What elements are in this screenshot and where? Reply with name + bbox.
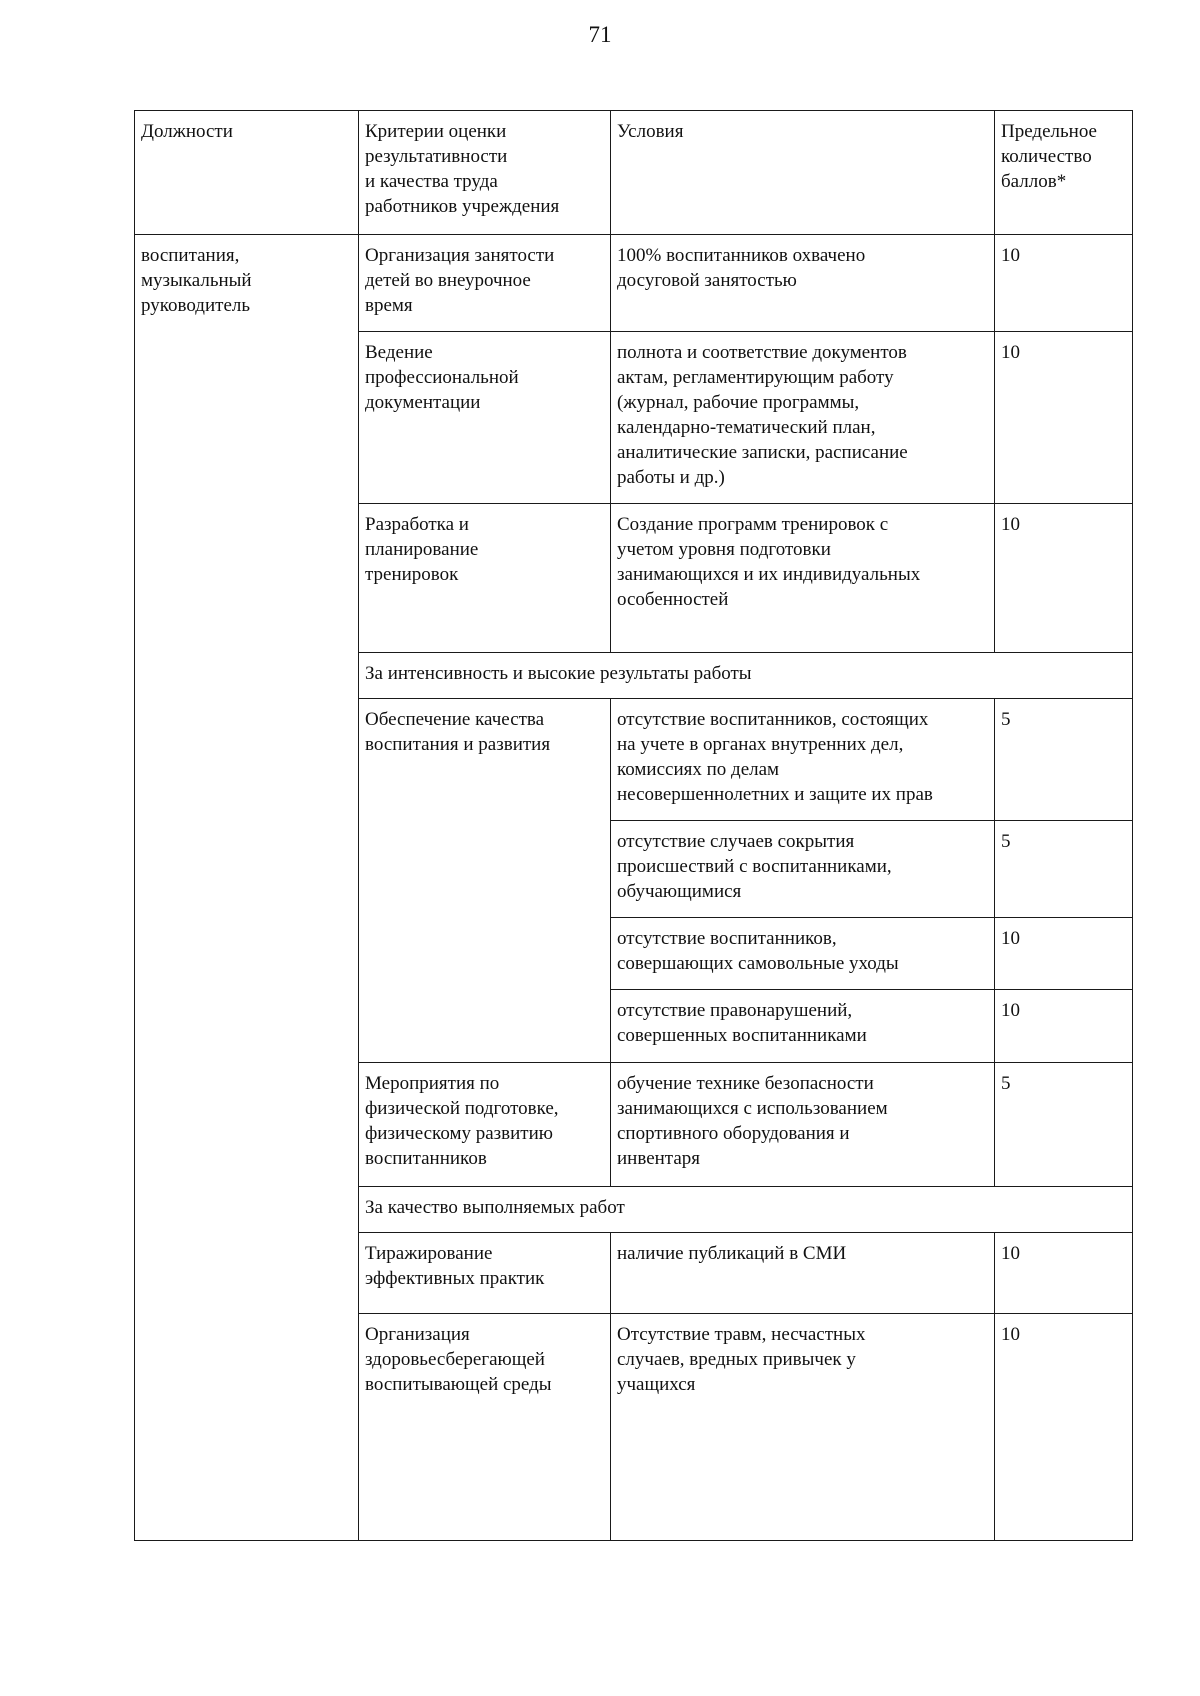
- section-heading-intensity: За интенсивность и высокие результаты работы: [359, 653, 1133, 699]
- table-header-row: [135, 111, 1133, 235]
- condition-cell: отсутствие случаев сокрытия происшествий с воспитанниками, обучающимися: [611, 821, 995, 918]
- criterion-cell: Мероприятия по физической подготовке, физическому развитию воспитанников: [359, 1063, 611, 1187]
- points-cell: 5: [995, 1063, 1133, 1187]
- table-row: [135, 235, 1133, 332]
- header-max-points: Предельное количество баллов*: [995, 111, 1133, 235]
- criterion-cell: Ведение профессиональной документации: [359, 332, 611, 504]
- criterion-cell: Организация здоровьесберегающей воспитывающей среды: [359, 1314, 611, 1541]
- page-number: 71: [588, 22, 612, 47]
- header-position: Должности: [135, 111, 359, 235]
- condition-cell: отсутствие воспитанников, состоящих на учете в органах внутренних дел, комиссиях по делам несовершеннолетних и защите их прав: [611, 699, 995, 821]
- criterion-cell: Разработка и планирование тренировок: [359, 504, 611, 653]
- points-cell: 10: [995, 1233, 1133, 1314]
- criteria-table: [134, 110, 1133, 1541]
- condition-cell: Отсутствие травм, несчастных случаев, вредных привычек у учащихся: [611, 1314, 995, 1541]
- section-heading-quality: За качество выполняемых работ: [359, 1187, 1133, 1233]
- points-cell: 10: [995, 990, 1133, 1063]
- criterion-cell: Организация занятости детей во внеурочное время: [359, 235, 611, 332]
- condition-cell: 100% воспитанников охвачено досуговой занятостью: [611, 235, 995, 332]
- header-conditions: Условия: [611, 111, 995, 235]
- condition-cell: наличие публикаций в СМИ: [611, 1233, 995, 1314]
- points-cell: 10: [995, 235, 1133, 332]
- position-cell: воспитания, музыкальный руководитель: [135, 235, 359, 1541]
- points-cell: 10: [995, 1314, 1133, 1541]
- condition-cell: Создание программ тренировок с учетом уровня подготовки занимающихся и их индивидуальных особенностей: [611, 504, 995, 653]
- points-cell: 5: [995, 699, 1133, 821]
- header-criteria: Критерии оценки результативности и качества труда работников учреждения: [359, 111, 611, 235]
- condition-cell: отсутствие правонарушений, совершенных воспитанниками: [611, 990, 995, 1063]
- criterion-cell: Тиражирование эффективных практик: [359, 1233, 611, 1314]
- criterion-cell: Обеспечение качества воспитания и развития: [359, 699, 611, 1063]
- condition-cell: отсутствие воспитанников, совершающих самовольные уходы: [611, 918, 995, 990]
- points-cell: 10: [995, 332, 1133, 504]
- points-cell: 10: [995, 504, 1133, 653]
- points-cell: 10: [995, 918, 1133, 990]
- condition-cell: полнота и соответствие документов актам, регламентирующим работу (журнал, рабочие программы, календарно-тематический план, аналитические записки, расписание работы и др.): [611, 332, 995, 504]
- condition-cell: обучение технике безопасности занимающихся с использованием спортивного оборудования и инвентаря: [611, 1063, 995, 1187]
- points-cell: 5: [995, 821, 1133, 918]
